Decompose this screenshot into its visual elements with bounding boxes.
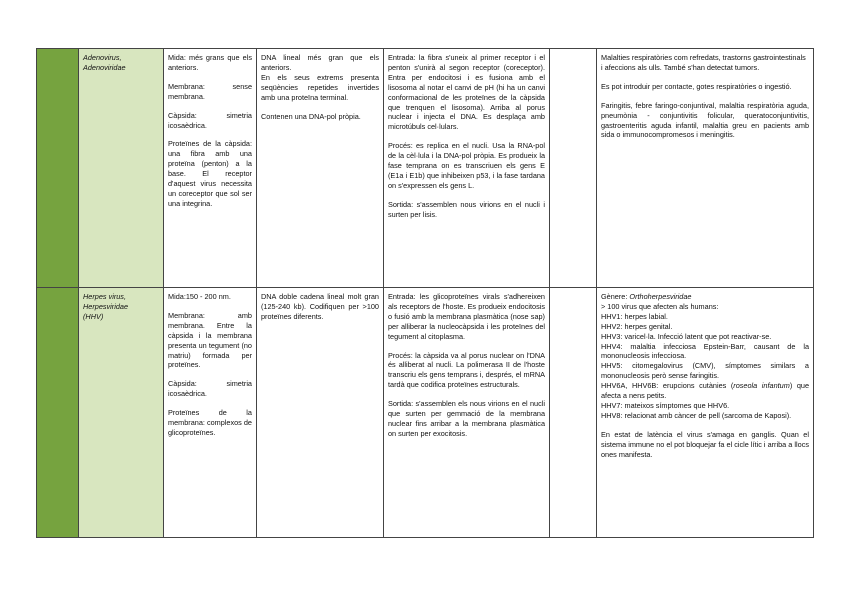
virus-name: Adenovirus,	[83, 53, 122, 62]
exit-text: Sortida: s'assemblen nous virions en el nucli i surten per lisis.	[388, 199, 545, 219]
genus-value: Orthoherpesviridae	[629, 292, 692, 301]
cycle-cell	[384, 49, 550, 288]
cycle-cell	[384, 288, 550, 538]
virus-abbrev: (HHV)	[83, 311, 104, 321]
structure-cell	[164, 288, 257, 538]
exit-text: Sortida: s'assemblen els nous virions en el nucli que surten per gemmació de la membrana nuclear fins arribar a la membrana plasmàtica on surten per exocitosis.	[388, 399, 545, 438]
disease-cell	[597, 49, 814, 288]
row-stripe	[37, 49, 79, 288]
genus-label: Gènere:	[601, 292, 630, 301]
entry-text: Entrada: la fibra s'uneix al primer receptor i el penton s'unirà al segon receptor (coreceptor). Entra per endocitosi i es fusiona amb el lisosoma al notar el canvi de pH (hi ha un canvi conformacional de les proteïnes de la càpsida que trenquen el lisosoma). Arriba al porus nuclear i injecta el DNA. Es desplaça amb microtúbuls cel·lulars.	[388, 53, 545, 132]
proteins-text: Proteïnes de la membrana: complexos de glicoproteïnes.	[168, 408, 252, 437]
empty-cell	[550, 49, 597, 288]
table-row	[37, 288, 814, 538]
hhv8-item: HHV8: relacionat amb càncer de pell (sarcoma de Kaposi).	[601, 410, 792, 420]
virus-name-cell	[79, 49, 164, 288]
virus-family: Herpesviridae	[83, 301, 129, 311]
capsid-text: Càpsida: simetria icosaèdrica.	[168, 379, 252, 399]
process-text: Procés: es replica en el nucli. Usa la RNA-pol de la cèl·lula i la DNA-pol pròpia. Es produeix la fase temprana on es transcriuen els gens E (E1a i E1b) que inhibeixen p53, i la fase tardana on s'expressen els gens L.	[388, 141, 545, 190]
polymerase-text: Contenen una DNA-pol pròpia.	[261, 111, 361, 121]
virus-count: > 100 virus que afecten als humans:	[601, 301, 719, 311]
hhv6-item	[601, 381, 809, 401]
dna-text: DNA doble cadena lineal molt gran (125-240 kb). Codifiquen per >100 proteïnes diferents.	[261, 292, 379, 321]
hhv2-item: HHV2: herpes genital.	[601, 321, 673, 331]
membrane-text: Membrana: sense membrana.	[168, 81, 252, 101]
empty-cell	[550, 288, 597, 538]
hhv1-item: HHV1: herpes labial.	[601, 311, 668, 321]
disease-cell	[597, 288, 814, 538]
size-text: Mida: més grans que els anteriors.	[168, 53, 252, 72]
genus-line	[601, 292, 809, 302]
genome-cell	[257, 49, 384, 288]
virus-table	[36, 48, 814, 538]
hhv6-text-start: HHV6A, HHV6B: erupcions cutànies (	[601, 381, 734, 391]
size-text: Mida:150 - 200 nm.	[168, 292, 231, 301]
hhv5-item: HHV5: citomegalovirus (CMV), símptomes similars a mononucleosis però sense faringitis.	[601, 361, 809, 381]
hhv3-item: HHV3: varicel·la. Infecció latent que pot reactivar-se.	[601, 331, 772, 341]
ends-text: En els seus extrems presenta seqüències repetides invertides amb una proteïna terminal.	[261, 72, 379, 102]
table-row	[37, 49, 814, 288]
latency-text: En estat de latència el virus s'amaga en ganglis. Quan el sistema immune no el pot bloquejar fa el cicle lític i arriba a llocs ones manifesta.	[601, 429, 809, 459]
hhv4-item: HHV4: malaltia infecciosa Epstein-Barr, causant de la mononucleosis infecciosa.	[601, 341, 809, 361]
hhv6-disease: roseola infantum	[733, 381, 790, 391]
hhv7-item: HHV7: mateixos símptomes que HHV6.	[601, 400, 730, 410]
genome-cell	[257, 288, 384, 538]
process-text: Procés: la càpsida va al porus nuclear on l'DNA és alliberat al nucli. La polimerasa II de l'hoste transcriu els gens temprans i, després, el mRNA tardà que codifica proteïnes estructurals.	[388, 350, 545, 390]
virus-name-cell	[79, 288, 164, 538]
transmission-text: Es pot introduir per contacte, gotes respiratòries o ingestió.	[601, 81, 792, 91]
diseases-text: Malalties respiratòries com refredats, trastorns gastrointestinals i afeccions als ulls. També s'han detectat tumors.	[601, 53, 806, 72]
entry-text: Entrada: les glicoproteïnes virals s'adhereixen als receptors de l'hoste. Es produeix endocitosis o fusió amb la membrana plasmàtica (nose sap) per alliberar la nucleocàpsida i les proteïnes del tegument al citoplasma.	[388, 292, 545, 341]
row-stripe	[37, 288, 79, 538]
virus-name: Herpes virus,	[83, 292, 126, 301]
proteins-text: Proteïnes de la càpsida: una fibra amb una proteïna (penton) a la base. El receptor d'aquest virus necessita un coreceptor que sol ser una integrina.	[168, 139, 252, 208]
dna-text: DNA lineal més gran que els anteriors.	[261, 53, 379, 72]
structure-cell	[164, 49, 257, 288]
hhv6-text-end: ) que afecta a nens petits.	[601, 381, 809, 401]
capsid-text: Càpsida: simetria icosaèdrica.	[168, 110, 252, 130]
conditions-text: Faringitis, febre faringo-conjuntival, malaltia respiratòria aguda, pneumònia - conjuntivitis folicular, queratoconjuntivitis, gastroenteritis aguda infantil, malaltia greu en pacients amb sida o immunocompromesos i meningitis.	[601, 100, 809, 140]
virus-family: Adenoviridae	[83, 62, 126, 72]
membrane-text: Membrana: amb membrana. Entre la càpsida i la membrana presenta un tegument (no matriu) formada per proteïnes.	[168, 310, 252, 370]
